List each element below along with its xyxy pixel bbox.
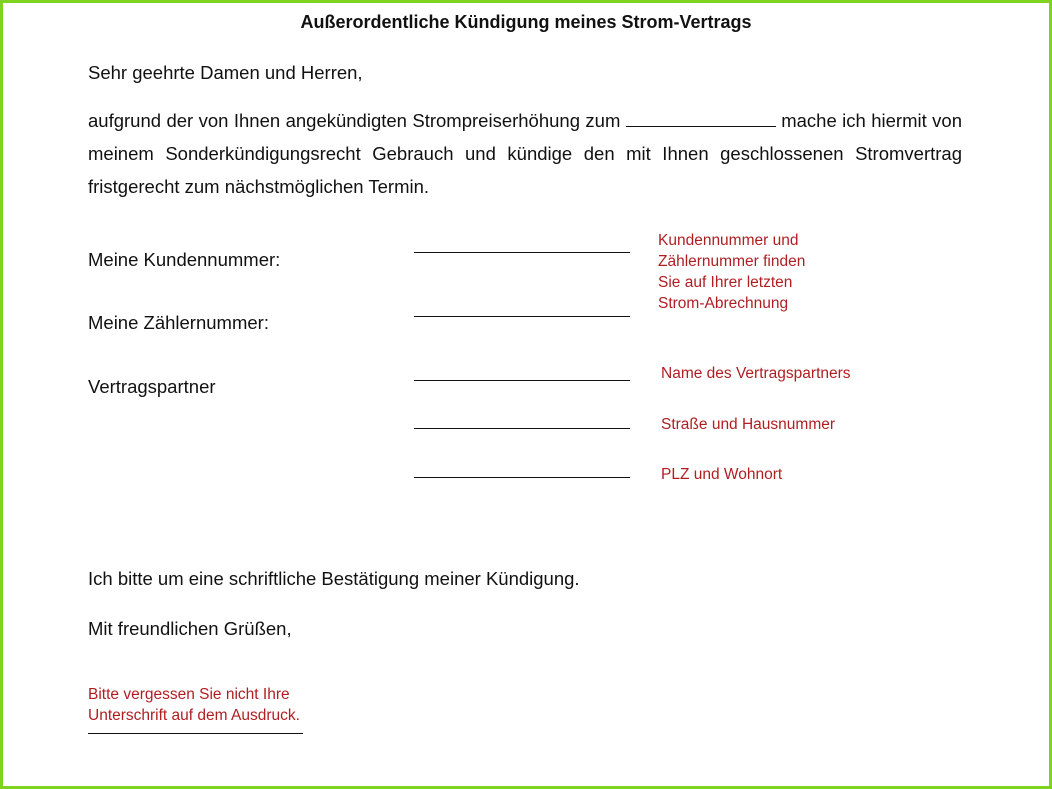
signature-hint-line: Unterschrift auf dem Ausdruck.: [88, 707, 300, 724]
meter-number-label: Meine Zählernummer:: [88, 312, 269, 333]
partner-label: Vertragspartner: [88, 376, 216, 397]
partner-street-blank[interactable]: [414, 428, 630, 429]
salutation: Sehr geehrte Damen und Herren,: [88, 62, 363, 83]
body-paragraph: [88, 104, 962, 203]
numbers-hint-line: Kundennummer und: [658, 232, 799, 249]
partner-city-blank[interactable]: [414, 477, 630, 478]
body-text-part1: aufgrund der von Ihnen angekündigten Strompreiserhöhung zum: [88, 110, 621, 131]
signature-line[interactable]: [88, 733, 303, 734]
customer-number-label: Meine Kundennummer:: [88, 249, 281, 270]
signature-hint: [88, 684, 300, 726]
customer-number-blank[interactable]: [414, 252, 630, 253]
meter-number-blank[interactable]: [414, 316, 630, 317]
numbers-hint-line: Strom-Abrechnung: [658, 295, 789, 312]
street-hint: Straße und Hausnummer: [661, 416, 836, 433]
numbers-hint-line: Zählernummer finden: [658, 253, 806, 270]
body-text-part2: mache ich hiermit von meinem Sonderkündigungsrecht Gebrauch und kündige den mit Ihnen geschlossenen Stromvertrag fristgerecht zum nächstmöglichen Termin.: [88, 110, 962, 197]
document-title: Außerordentliche Kündigung meines Strom-Vertrags: [300, 12, 752, 32]
numbers-hint: [658, 230, 805, 314]
confirmation-request: Ich bitte um eine schriftliche Bestätigung meiner Kündigung.: [88, 568, 580, 589]
date-blank-field[interactable]: [626, 110, 776, 127]
partner-name-blank[interactable]: [414, 380, 630, 381]
numbers-hint-line: Sie auf Ihrer letzten: [658, 274, 793, 291]
signature-hint-line: Bitte vergessen Sie nicht Ihre: [88, 686, 290, 703]
city-hint: PLZ und Wohnort: [661, 466, 783, 483]
partner-name-hint: Name des Vertragspartners: [661, 365, 851, 382]
closing-greeting: Mit freundlichen Grüßen,: [88, 618, 292, 639]
